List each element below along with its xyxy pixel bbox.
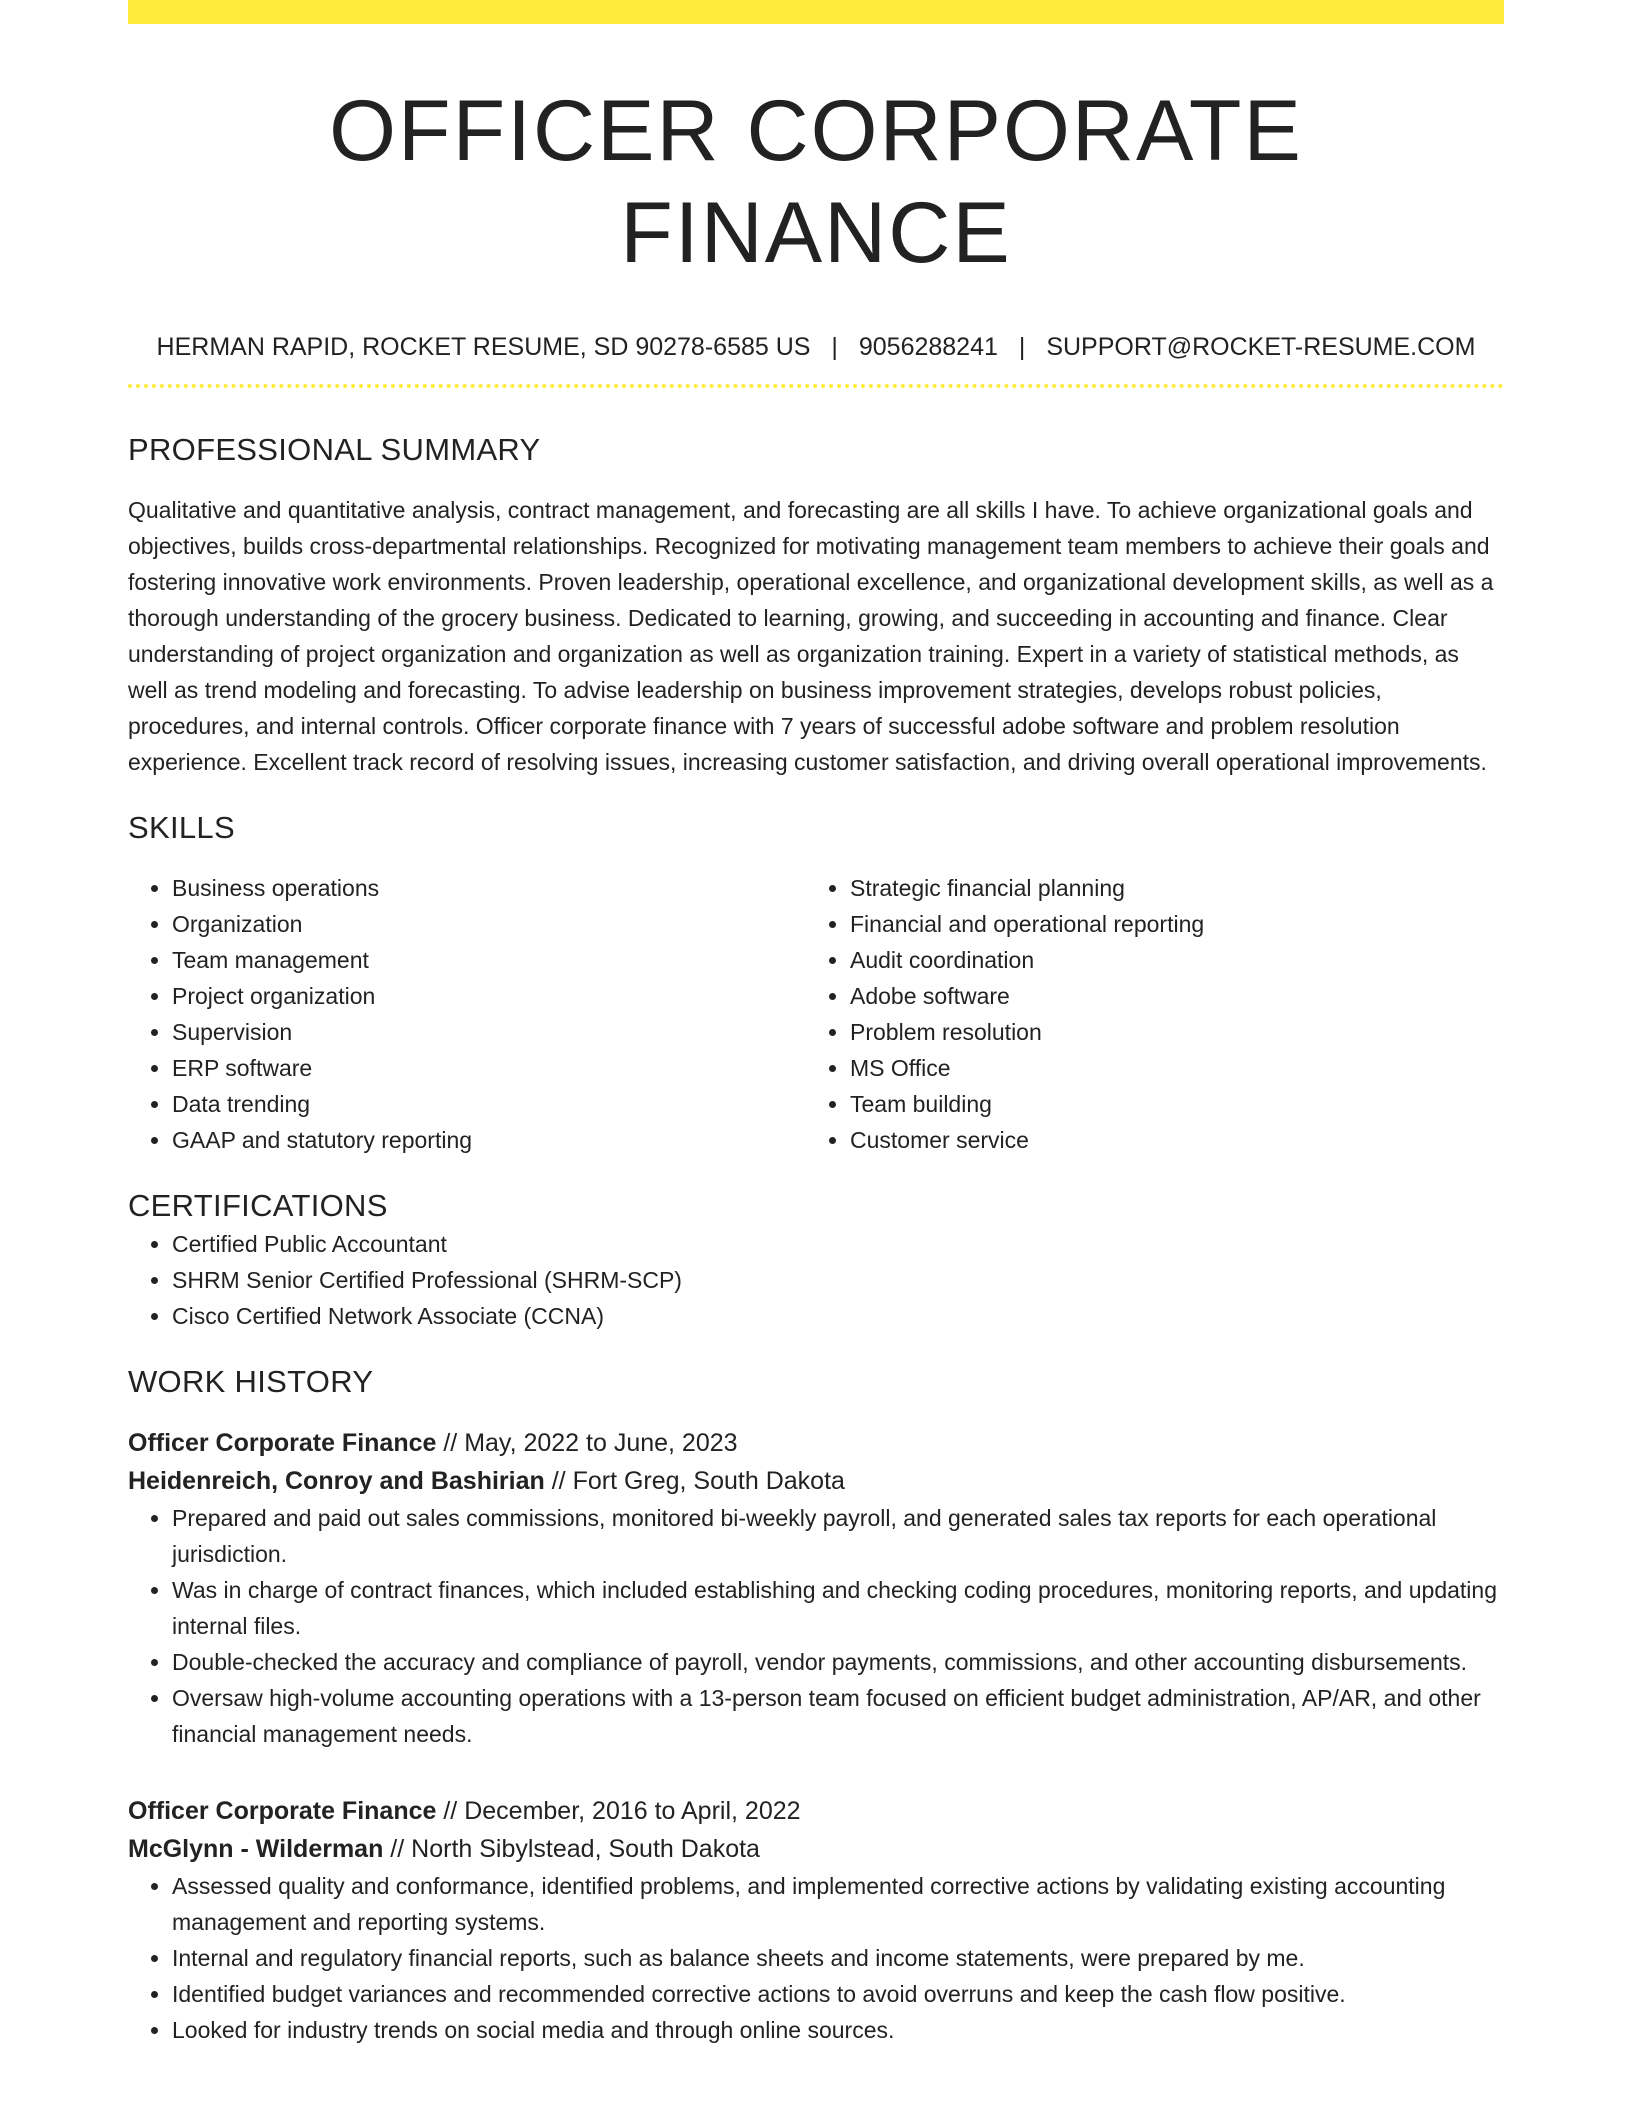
skill-item: • Project organization (172, 978, 806, 1014)
skill-item: • ERP software (172, 1050, 806, 1086)
job-bullet: • Internal and regulatory financial reports, such as balance sheets and income statements, were prepared by me. (172, 1940, 1504, 1976)
skill-item: • Team building (850, 1086, 1484, 1122)
skill-item: • GAAP and statutory reporting (172, 1122, 806, 1158)
contact-address: HERMAN RAPID, ROCKET RESUME, SD 90278-6585 US (156, 333, 811, 361)
skills-grid (128, 870, 1504, 1158)
skills-list-right (806, 870, 1484, 1158)
job-title: Officer Corporate Finance (128, 1797, 437, 1825)
job-entry (128, 1792, 1504, 2048)
skills-heading: SKILLS (128, 810, 235, 845)
skills-column-left (128, 870, 806, 1158)
skill-item: • Data trending (172, 1086, 806, 1122)
work-history-heading: WORK HISTORY (128, 1364, 374, 1399)
date-separator: // (383, 1835, 412, 1863)
skill-item: • Audit coordination (850, 942, 1484, 978)
job-bullet-list (128, 1868, 1504, 2048)
job-bullet-list (128, 1500, 1504, 1752)
skill-item: • Business operations (172, 870, 806, 906)
certification-item: • Certified Public Accountant (172, 1226, 1504, 1262)
skill-item: • Supervision (172, 1014, 806, 1050)
skill-item: • Financial and operational reporting (850, 906, 1484, 942)
summary-text: Qualitative and quantitative analysis, contract management, and forecasting are all skills I have. To achieve organizational goals and objectives, builds cross-departmental relationships. Recognized for motivating management team members to achieve their goals and fostering innovative work environments. Proven leadership, operational excellence, and organizational development skills, as well as a thorough understanding of the grocery business. Dedicated to learning, growing, and succeeding in accounting and finance. Clear understanding of project organization and organization as well as organization training. Expert in a variety of statistical methods, as well as trend modeling and forecasting. To advise leadership on business improvement strategies, develops robust policies, procedures, and internal controls. Officer corporate finance with 7 years of successful adobe software and problem resolution experience. Excellent track record of resolving issues, increasing customer satisfaction, and driving overall operational improvements. (128, 497, 1494, 775)
resume-content (128, 0, 1504, 2048)
skill-item: • MS Office (850, 1050, 1484, 1086)
job-company-line (128, 1830, 1504, 1868)
date-separator: // (436, 1797, 465, 1825)
date-separator: // (436, 1429, 465, 1457)
header-divider (128, 384, 1504, 388)
job-bullet: • Looked for industry trends on social media and through online sources. (172, 2012, 1504, 2048)
job-bullet: • Was in charge of contract finances, which included establishing and checking coding procedures, monitoring reports, and updating internal files. (172, 1572, 1504, 1644)
certification-item: • Cisco Certified Network Associate (CCNA) (172, 1298, 1504, 1334)
job-bullet: • Oversaw high-volume accounting operations with a 13-person team focused on efficient budget administration, AP/AR, and other financial management needs. (172, 1680, 1504, 1752)
skill-item: • Problem resolution (850, 1014, 1484, 1050)
contact-email: SUPPORT@ROCKET-RESUME.COM (1046, 333, 1476, 361)
summary-heading: PROFESSIONAL SUMMARY (128, 432, 541, 467)
skills-list-left (128, 870, 806, 1158)
skill-item: • Team management (172, 942, 806, 978)
job-entry (128, 1424, 1504, 1752)
date-separator: // (544, 1467, 573, 1495)
job-dates: May, 2022 to June, 2023 (464, 1429, 738, 1457)
job-bullet: • Double-checked the accuracy and compliance of payroll, vendor payments, commissions, and other accounting disbursements. (172, 1644, 1504, 1680)
job-title-line (128, 1424, 1504, 1462)
contact-phone: 9056288241 (858, 333, 998, 361)
job-location: Fort Greg, South Dakota (572, 1467, 845, 1495)
candidate-name: OFFICER CORPORATE FINANCE (329, 83, 1303, 281)
skills-column-right (806, 870, 1484, 1158)
job-title: Officer Corporate Finance (128, 1429, 437, 1457)
job-company: Heidenreich, Conroy and Bashirian (128, 1467, 545, 1495)
job-location: North Sibylstead, South Dakota (411, 1835, 760, 1863)
skill-item: • Organization (172, 906, 806, 942)
skill-item: • Adobe software (850, 978, 1484, 1014)
job-company: McGlynn - Wilderman (128, 1835, 384, 1863)
job-dates: December, 2016 to April, 2022 (464, 1797, 801, 1825)
contact-separator: | (1018, 333, 1026, 361)
job-bullet: • Identified budget variances and recommended corrective actions to avoid overruns and keep the cash flow positive. (172, 1976, 1504, 2012)
job-bullet: • Prepared and paid out sales commissions, monitored bi-weekly payroll, and generated sales tax reports for each operational jurisdiction. (172, 1500, 1504, 1572)
contact-separator: | (831, 333, 838, 361)
job-company-line (128, 1462, 1504, 1500)
contact-line (128, 330, 1504, 364)
skill-item: • Customer service (850, 1122, 1484, 1158)
job-bullet: • Assessed quality and conformance, identified problems, and implemented corrective actions by validating existing accounting management and reporting systems. (172, 1868, 1504, 1940)
certifications-heading: CERTIFICATIONS (128, 1188, 388, 1223)
certifications-list (128, 1226, 1504, 1334)
certification-item: • SHRM Senior Certified Professional (SHRM-SCP) (172, 1262, 1504, 1298)
skill-item: • Strategic financial planning (850, 870, 1484, 906)
job-title-line (128, 1792, 1504, 1830)
